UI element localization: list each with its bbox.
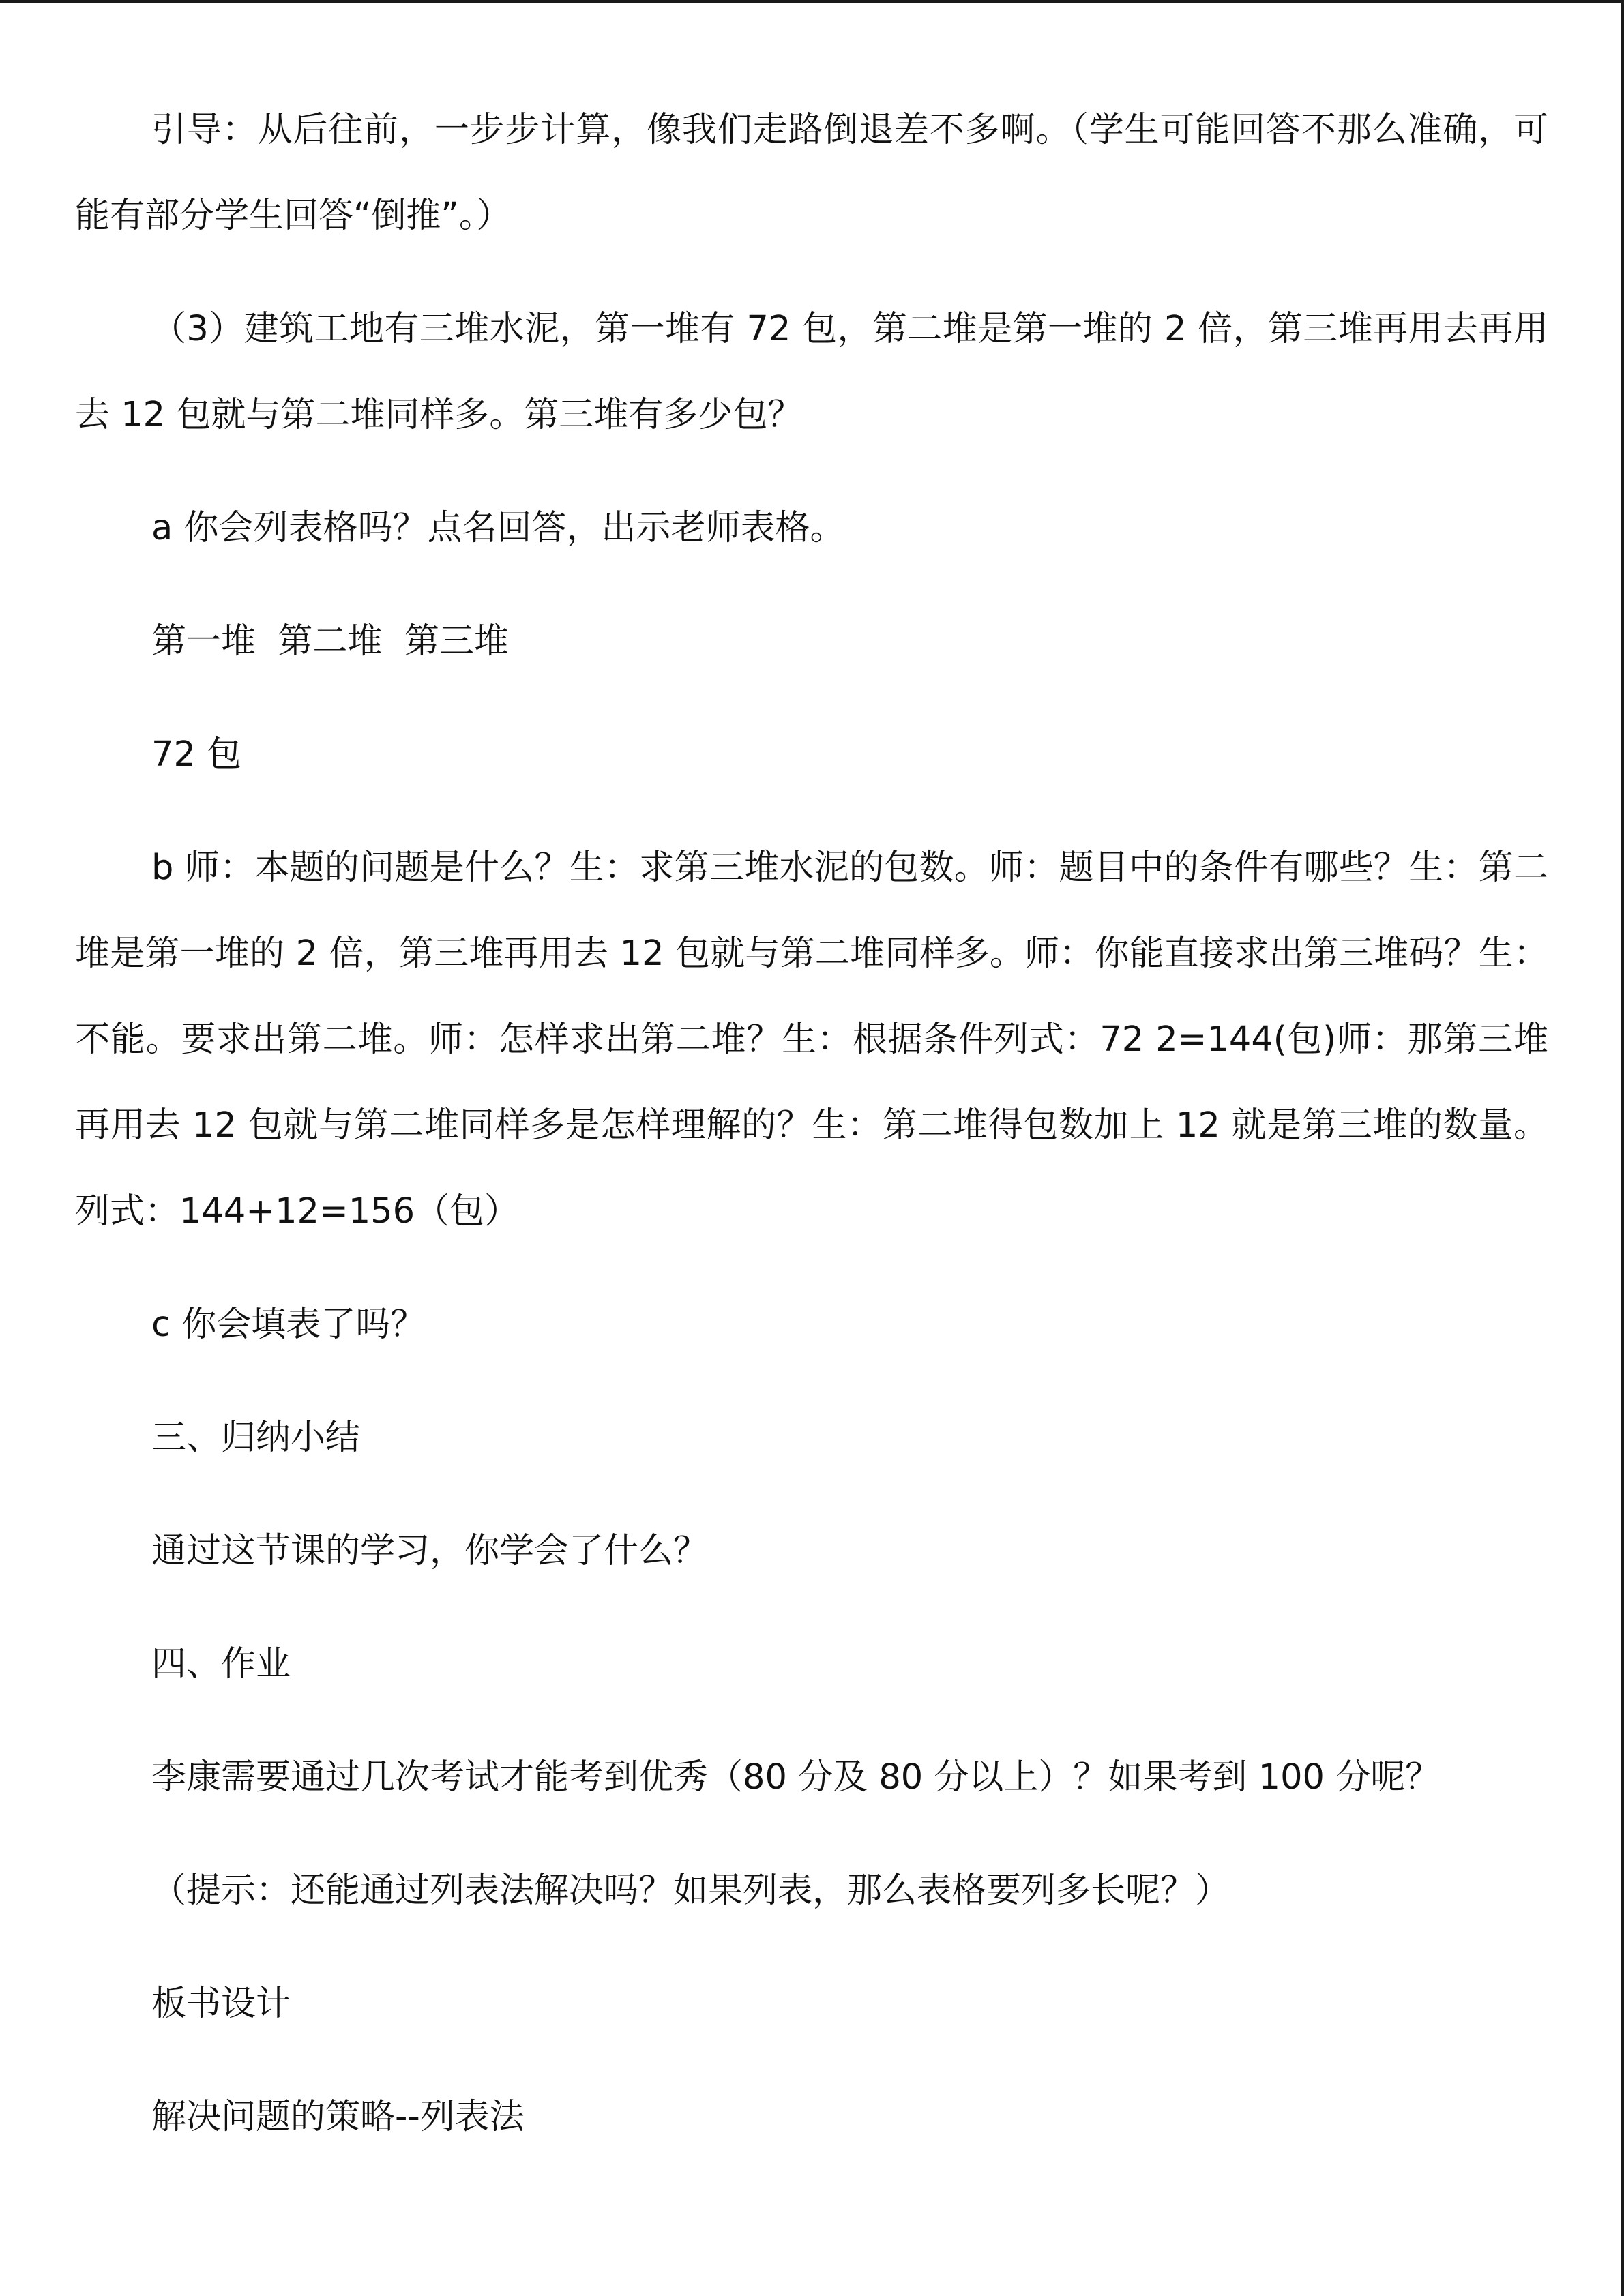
section-heading-summary: 三、归纳小结	[151, 1418, 361, 1458]
page-right-border	[1621, 0, 1624, 2296]
paragraph-guidance: 引导：从后往前，一步步计算，像我们走路倒退差不多啊。（学生可能回答不那么准确，可能有部分学生回答“倒推”。）	[75, 110, 1548, 236]
paragraph-summary-question: 通过这节课的学习，你学会了什么？	[151, 1531, 709, 1571]
paragraph-step-b: b 师：本题的问题是什么？生：求第三堆水泥的包数。师：题目中的条件有哪些？生：第二堆是第一堆的 2 倍，第三堆再用去 12 包就与第二堆同样多。师：你能直接求出第三堆码？生：不能。要求出第二堆。师：怎样求出第二堆？生：根据条件列式：72 2=144(包)师：那第三堆再用去 12 包就与第二堆同样多是怎样理解的？生：第二堆得包数加上 12 就是第三堆的数量。列式：144+12=156（包）	[75, 848, 1548, 1232]
document-body	[75, 87, 1548, 2188]
paragraph-homework: 李康需要通过几次考试才能考到优秀（80 分及 80 分以上）？如果考到 100 分呢？	[151, 1757, 1441, 1798]
paragraph-table-value: 72 包	[151, 734, 242, 775]
section-heading-board-design: 板书设计	[151, 1984, 291, 2024]
paragraph-problem-3: （3）建筑工地有三堆水泥，第一堆有 72 包，第二堆是第一堆的 2 倍，第三堆再用去再用去 12 包就与第二堆同样多。第三堆有多少包？	[75, 309, 1548, 435]
paragraph-table-headers: 第一堆 第二堆 第三堆	[151, 621, 509, 661]
paragraph-step-c: c 你会填表了吗？	[151, 1304, 426, 1345]
paragraph-hint: （提示：还能通过列表法解决吗？如果列表，那么表格要列多长呢？）	[151, 1870, 1230, 1911]
section-heading-homework: 四、作业	[151, 1644, 291, 1684]
paragraph-board-title: 解决问题的策略--列表法	[151, 2097, 525, 2137]
page-top-border	[0, 0, 1624, 3]
paragraph-step-a: a 你会列表格吗？点名回答，出示老师表格。	[151, 508, 845, 548]
